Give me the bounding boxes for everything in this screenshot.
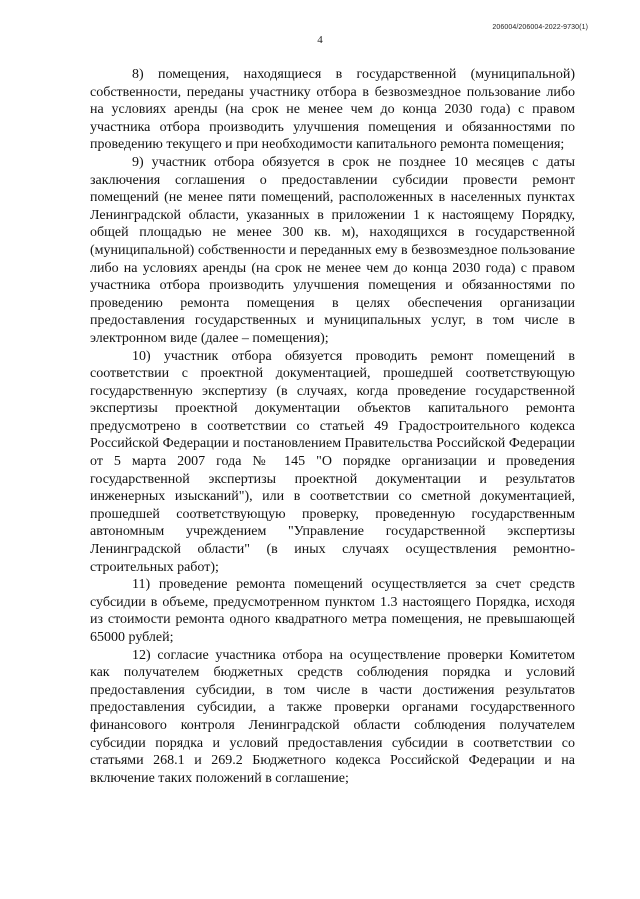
paragraph-8: 8) помещения, находящиеся в государственной (муниципальной) собственности, переданы участнику отбора в безвозмездное пользование либо на условиях аренды (на срок не менее чем до конца 2030 года) с правом участника отбора производить улучшения помещения и обязанностями по проведению текущего и при необходимости капитального ремонта помещения; (90, 67, 575, 153)
document-body (90, 66, 575, 787)
paragraph-9: 9) участник отбора обязуется в срок не позднее 10 месяцев с даты заключения соглашения о предоставлении субсидии провести ремонт помещений (не менее пяти помещений, расположенных в населенных пунктах Ленинградской области, указанных в приложении 1 к настоящему Порядку, общей площадью не менее 300 кв. м), находящихся в государственной (муниципальной) собственности и переданных ему в безвозмездное пользование либо на условиях аренды (на срок не менее чем до конца 2030 года) с правом участника отбора производить улучшения помещения и обязанностями по проведению ремонта помещения в целях обеспечения организации предоставления государственных и муниципальных услуг, в том числе в электронном виде (далее – помещения); (90, 154, 575, 346)
document-id: 206004/206004-2022-9730(1) (492, 24, 588, 31)
paragraph-12: 12) согласие участника отбора на осуществление проверки Комитетом как получателем бюджетных средств соблюдения порядка и условий предоставления субсидии, в том числе в части достижения результатов предоставления субсидии, а также проверки органами государственного финансового контроля Ленинградской области соблюдения получателем субсидии порядка и условий предоставления субсидии в соответствии со статьями 268.1 и 269.2 Бюджетного кодекса Российской Федерации и на включение таких положений в соглашение; (90, 647, 575, 786)
paragraph-11: 11) проведение ремонта помещений осуществляется за счет средств субсидии в объеме, предусмотренном пунктом 1.3 настоящего Порядка, исходя из стоимости ремонта одного квадратного метра помещения, не превышающей 65000 рублей; (90, 577, 575, 645)
paragraph-10: 10) участник отбора обязуется проводить ремонт помещений в соответствии с проектной документацией, прошедшей соответствующую государственную экспертизу (в случаях, когда проведение государственной экспертизы проектной документации объектов капитального ремонта предусмотрено в соответствии со статьей 49 Градостроительного кодекса Российской Федерации и постановлением Правительства Российской Федерации от 5 марта 2007 года № 145 "О порядке организации и проведения государственной экспертизы проектной документации и результатов инженерных изысканий"), или в соответствии со сметной документацией, прошедшей соответствующую проверку, проведенную государственным автономным учреждением "Управление государственной экспертизы Ленинградской области" (в иных случаях осуществления ремонтно-строительных работ); (90, 348, 575, 575)
page-number: 4 (317, 34, 323, 46)
